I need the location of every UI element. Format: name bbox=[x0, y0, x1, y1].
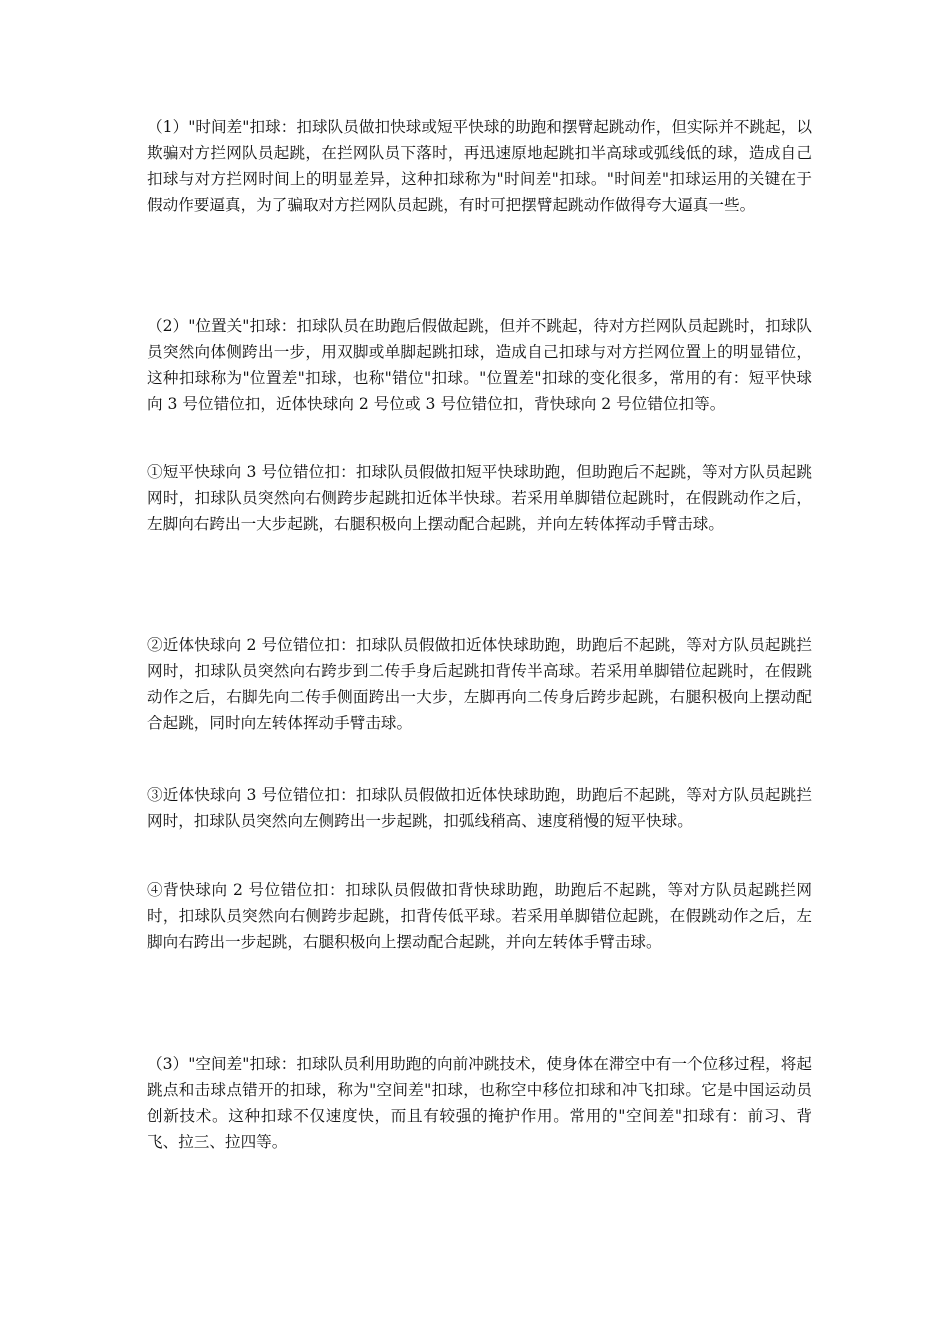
paragraph-time-difference-spike: （1）"时间差"扣球：扣球队员做扣快球或短平快球的助跑和摆臂起跳动作，但实际并不跳起，以欺骗对方拦网队员起跳，在拦网队员下落时，再迅速原地起跳扣半高球或弧线低的球，造成自己扣球与对方拦网时间上的明显差异，这种扣球称为"时间差"扣球。"时间差"扣球运用的关键在于假动作要逼真，为了骗取对方拦网队员起跳，有时可把摆臂起跳动作做得夸大逼真一些。 bbox=[147, 118, 812, 214]
paragraph-space-difference-spike: （3）"空间差"扣球：扣球队员利用助跑的向前冲跳技术，使身体在滞空中有一个位移过程，将起跳点和击球点错开的扣球，称为"空间差"扣球，也称空中移位扣球和冲飞扣球。它是中国运动员创新技术。这种扣球不仅速度快，而且有较强的掩护作用。常用的"空间差"扣球有：前习、背飞、拉三、拉四等。 bbox=[147, 1055, 812, 1151]
paragraph-near-quick-to-position-2: ②近体快球向 2 号位错位扣：扣球队员假做扣近体快球助跑，助跑后不起跳，等对方队员起跳拦网时，扣球队员突然向右跨步到二传手身后起跳扣背传半高球。若采用单脚错位起跳时，在假跳动作之后，右脚先向二传手侧面跨出一大步，左脚再向二传身后跨步起跳，右腿积极向上摆动配合起跳，同时向左转体挥动手臂击球。 bbox=[147, 636, 812, 732]
paragraph-near-quick-to-position-3: ③近体快球向 3 号位错位扣：扣球队员假做扣近体快球助跑，助跑后不起跳，等对方队员起跳拦网时，扣球队员突然向左侧跨出一步起跳，扣弧线稍高、速度稍慢的短平快球。 bbox=[147, 786, 812, 830]
paragraph-position-difference-spike: （2）"位置关"扣球：扣球队员在助跑后假做起跳，但并不跳起，待对方拦网队员起跳时，扣球队员突然向体侧跨出一步，用双脚或单脚起跳扣球，造成自己扣球与对方拦网位置上的明显错位，这种扣球称为"位置差"扣球，也称"错位"扣球。"位置差"扣球的变化很多，常用的有：短平快球向 3 号位错位扣，近体快球向 2 号位或 3 号位错位扣，背快球向 2 号位错位扣等。 bbox=[147, 317, 812, 413]
paragraph-back-quick-to-position-2: ④背快球向 2 号位错位扣：扣球队员假做扣背快球助跑，助跑后不起跳，等对方队员起跳拦网时，扣球队员突然向右侧跨步起跳，扣背传低平球。若采用单脚错位起跳，在假跳动作之后，左脚向右跨出一步起跳，右腿积极向上摆动配合起跳，并向左转体手臂击球。 bbox=[147, 881, 812, 951]
paragraph-short-quick-to-position-3: ①短平快球向 3 号位错位扣：扣球队员假做扣短平快球助跑，但助跑后不起跳，等对方队员起跳网时，扣球队员突然向右侧跨步起跳扣近体半快球。若采用单脚错位起跳时，在假跳动作之后，左脚向右跨出一大步起跳，右腿积极向上摆动配合起跳，并向左转体挥动手臂击球。 bbox=[147, 463, 812, 533]
